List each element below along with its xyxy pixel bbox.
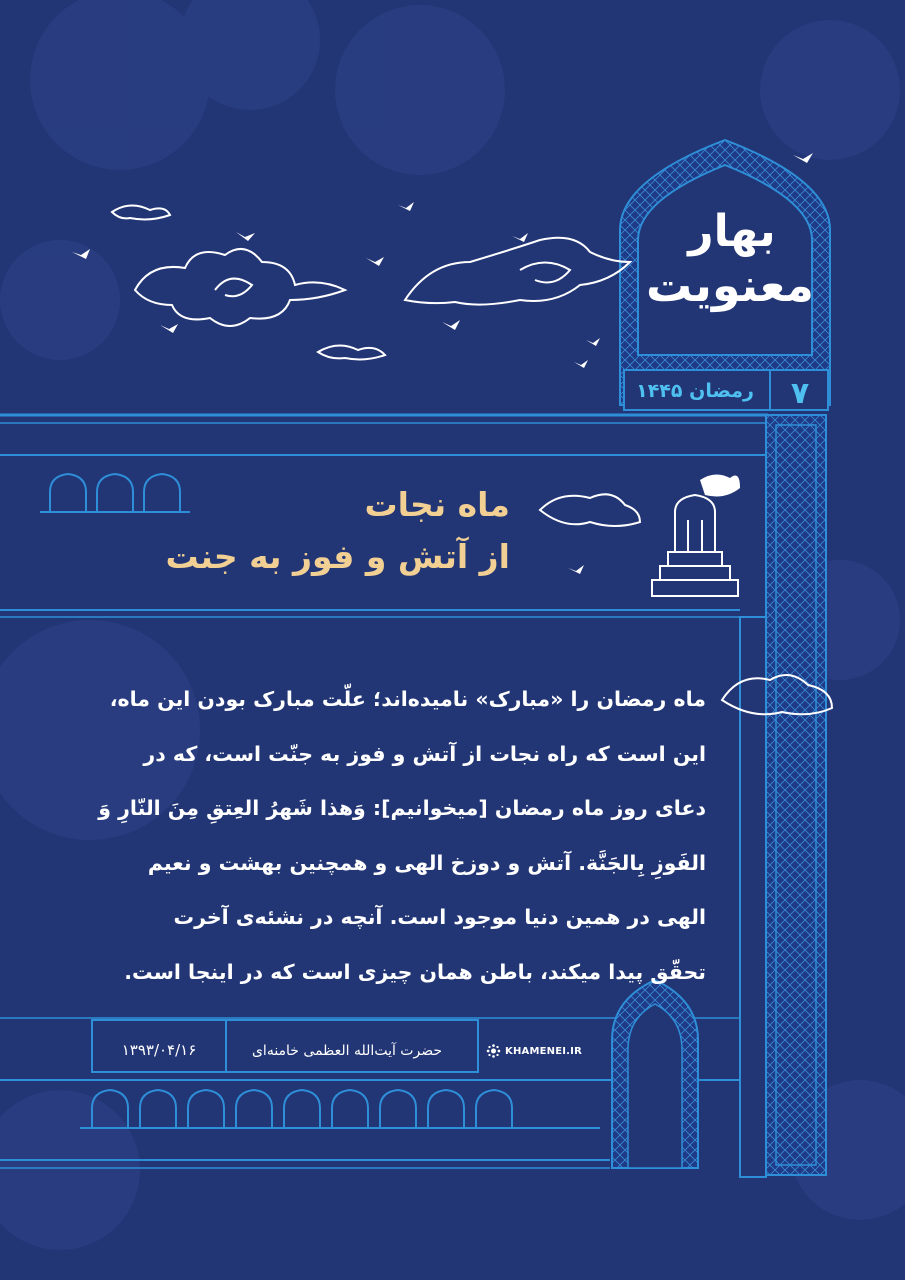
logo-title-line-2: معنویت xyxy=(645,258,815,312)
date-month-year: رمضان ۱۴۴۵ xyxy=(636,380,754,402)
site-logo-icon xyxy=(486,1042,501,1060)
bottom-arches xyxy=(92,1090,512,1128)
logo-title-line-1: بهار xyxy=(688,206,776,257)
speaker-name: حضرت آیت‌الله العظمی خامنه‌ای xyxy=(251,1043,443,1059)
quote-line: تحقّق پیدا میکند، باطن همان چیزی است که در اینجا است. xyxy=(124,959,706,984)
quote-line: الهی در همین دنیا موجود است. آنچه در نشئه‌ی آخرت xyxy=(173,905,706,929)
headline-line-2: از آتش و فوز به جنت xyxy=(165,537,510,576)
quote-line: ماه رمضان را «مبارک» نامیده‌اند؛ علّت مبارک بودن این ماه، xyxy=(109,687,706,711)
quote-body xyxy=(96,672,706,999)
quote-line: این است که راه نجات از آتش و فوز به جنّت است، که در xyxy=(143,741,706,766)
site-logo xyxy=(486,1040,582,1062)
speech-date: ۱۳۹۳/۰۴/۱۶ xyxy=(121,1041,197,1059)
headline-line-1: ماه نجات xyxy=(364,485,510,524)
site-name: KHAMENEI.IR xyxy=(505,1045,582,1057)
date-day-number: ۷ xyxy=(790,376,810,411)
quote-line: دعای روز ماه رمضان [میخوانیم]: وَهذا شَهرُ العِتقِ مِنَ النّارِ وَ xyxy=(98,796,706,820)
quote-line: الفَوزِ بِالجَنَّة. آتش و دوزخ الهی و همچنین بهشت و نعیم xyxy=(147,850,706,875)
